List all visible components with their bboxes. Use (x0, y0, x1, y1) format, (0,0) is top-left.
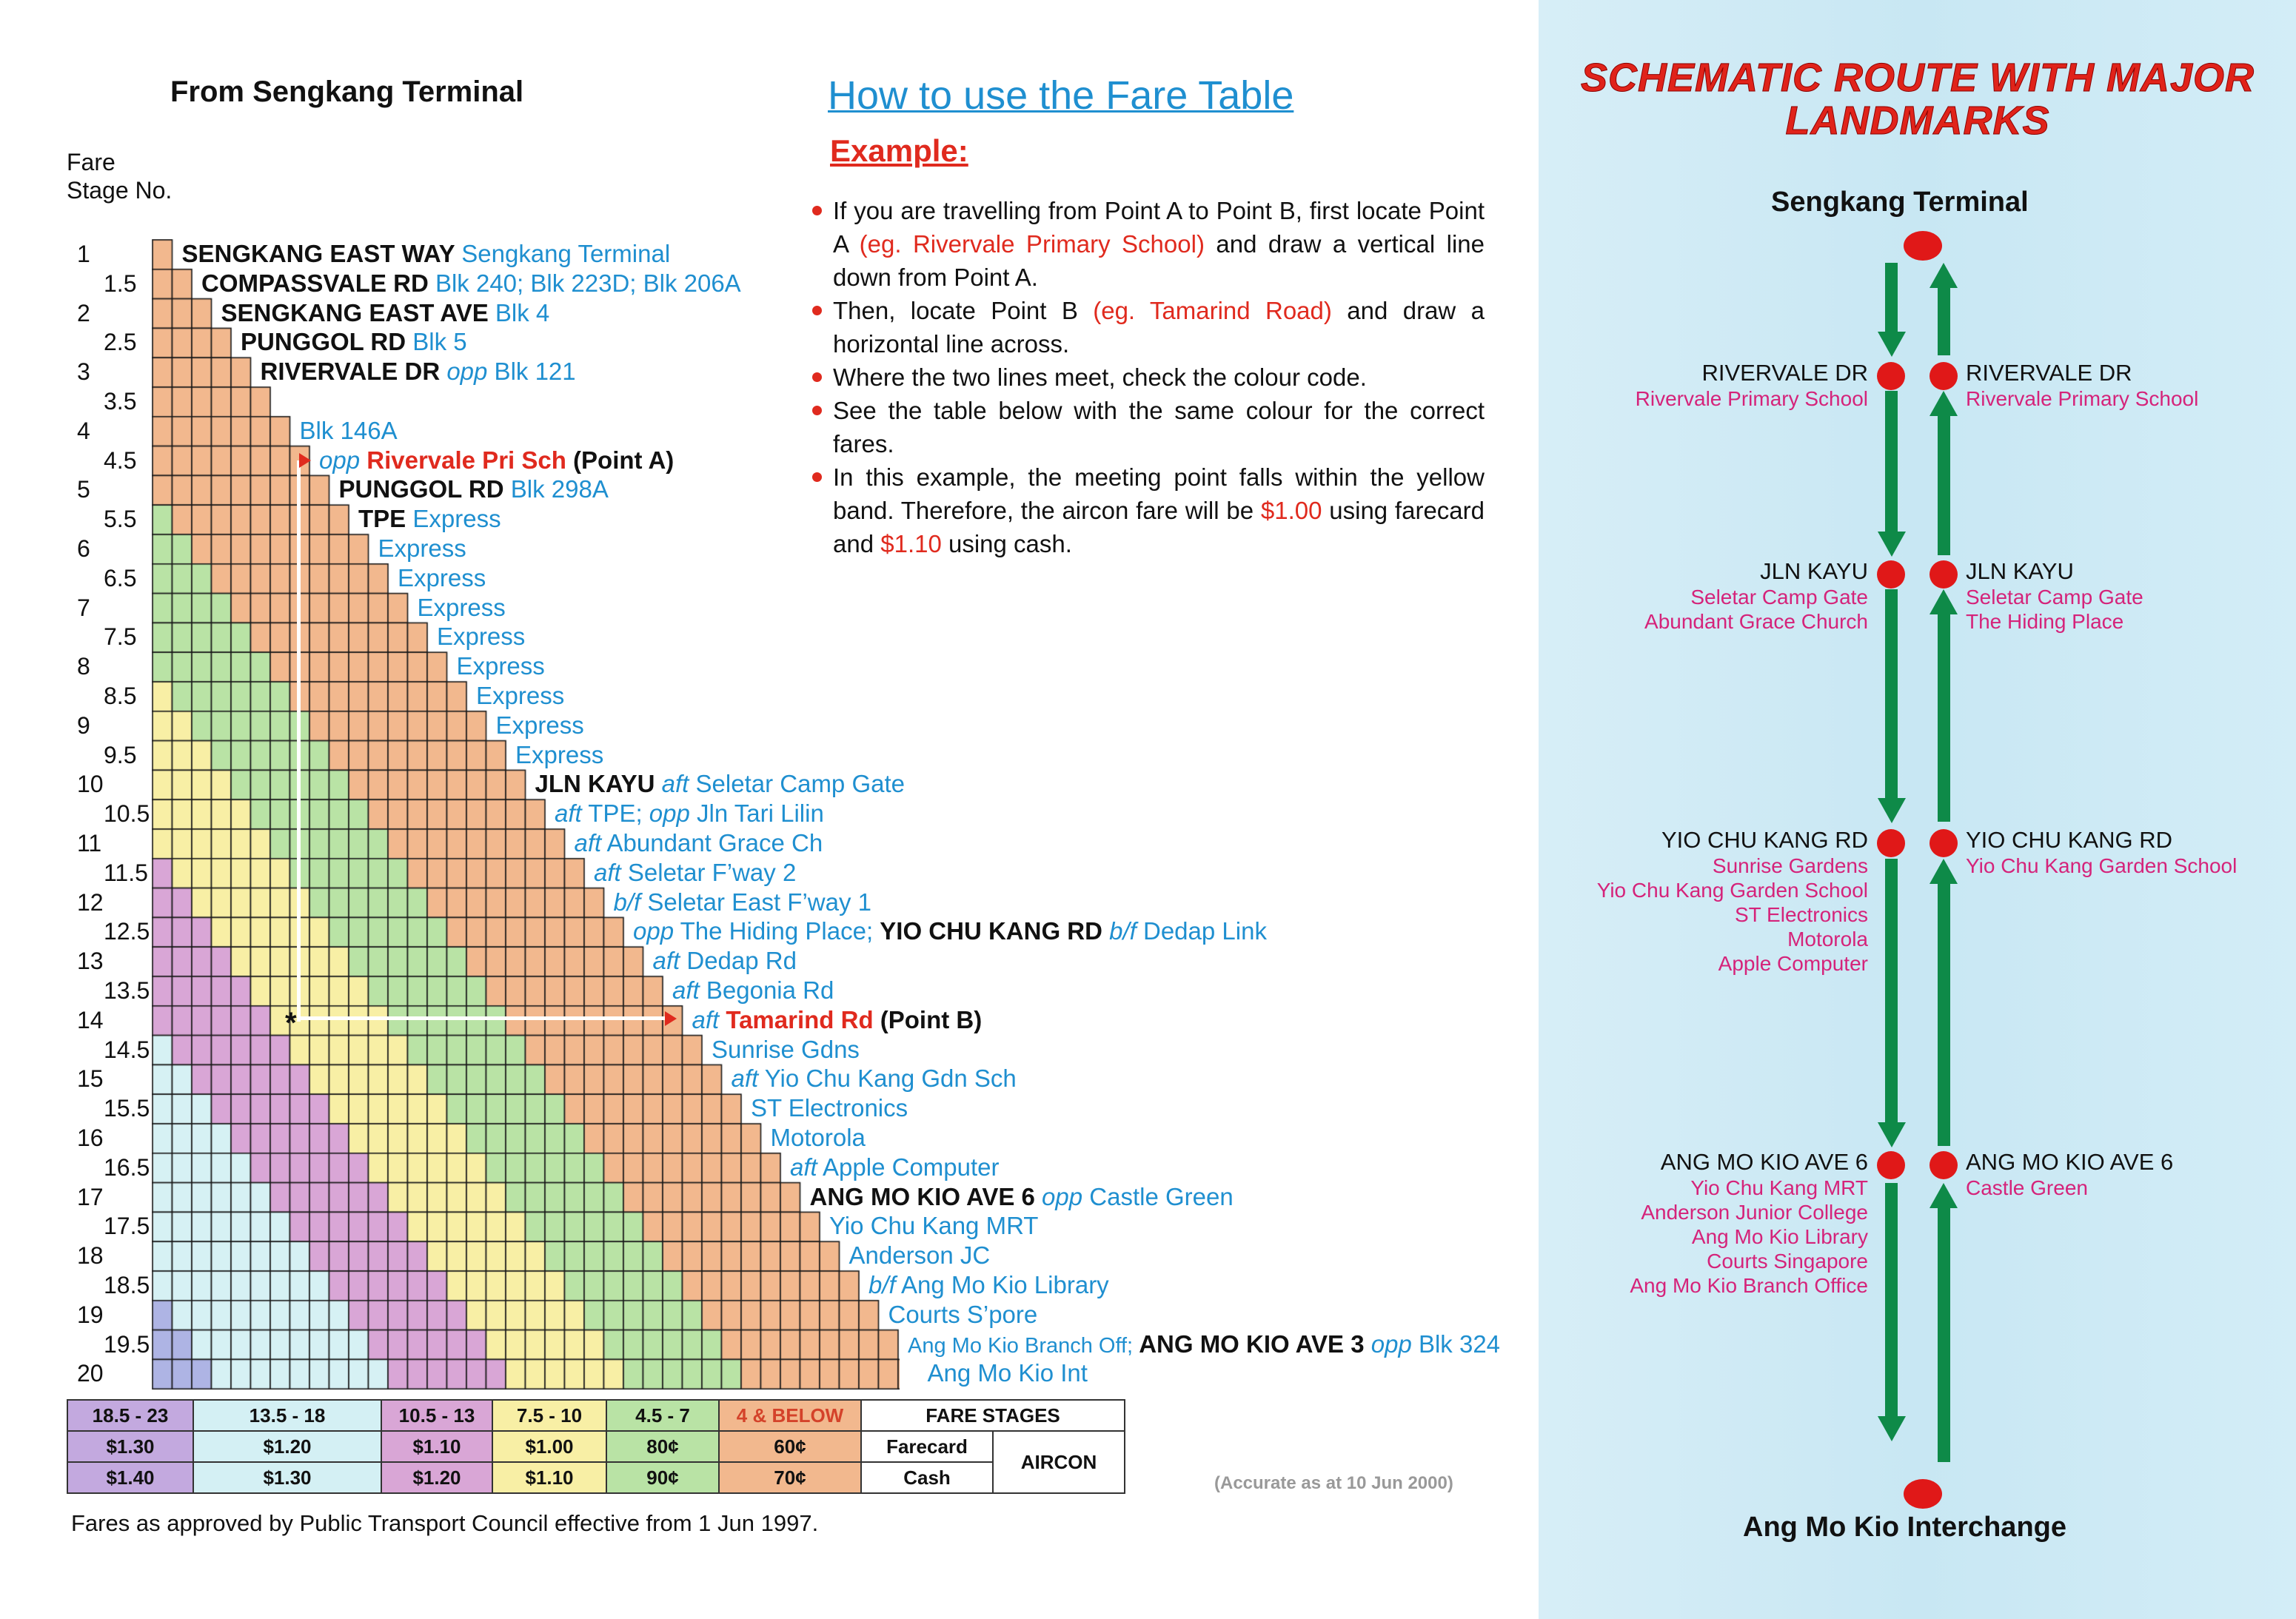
farecard-fare: $1.10 (381, 1431, 492, 1462)
point-a-marker-icon (299, 453, 311, 468)
stop-name: ANG MO KIO AVE 6 (1966, 1149, 2174, 1175)
stop-label-part: Express (417, 593, 506, 621)
stage-number: 14 (77, 1006, 104, 1033)
stop-label-part: opp (319, 446, 367, 474)
cash-fare: $1.40 (67, 1462, 193, 1493)
stop-label (555, 799, 824, 828)
stage-number: 4 (77, 417, 90, 444)
stop-dot-down (1877, 560, 1905, 589)
stop-label-part: Seletar Camp Gate (689, 770, 905, 798)
stop-label (810, 1182, 1234, 1212)
stop-label-outbound (1636, 360, 1868, 411)
point-b-guide-line (297, 1016, 669, 1020)
howto-bullet-part: (eg. Rivervale Primary School) (859, 230, 1205, 258)
up-arrow-icon (1929, 263, 1958, 288)
stop-name: ANG MO KIO AVE 6 (1660, 1149, 1868, 1175)
howto-bullet-part: In this example, the meeting point falls within the yellow band. Therefore, the aircon fare will be (833, 463, 1485, 524)
stop-landmark: Rivervale Primary School (1966, 387, 2199, 410)
stop-name: YIO CHU KANG RD (1661, 827, 1868, 853)
down-route-line (1885, 1183, 1898, 1418)
howto-bullet-part: $1.00 (1260, 497, 1322, 524)
down-arrow-icon (1878, 532, 1906, 557)
stop-name: JLN KAYU (1760, 558, 1868, 584)
stop-label-part: COMPASSVALE RD (201, 269, 435, 297)
stop-label (496, 711, 584, 740)
up-route-line (1938, 611, 1950, 822)
stop-dot-up (1929, 362, 1958, 390)
stop-landmark: Motorola (1787, 928, 1868, 951)
stop-landmark: Seletar Camp Gate (1966, 586, 2143, 609)
stop-landmark: Anderson Junior College (1641, 1201, 1868, 1224)
stop-name: JLN KAYU (1966, 558, 2074, 584)
stop-label-part: opp (446, 358, 488, 386)
stop-label-part: Express (495, 711, 584, 739)
point-b-marker-icon (665, 1011, 677, 1026)
stop-label-part: aft (594, 858, 621, 886)
stage-number: 19 (77, 1301, 104, 1328)
stop-label-part: Express (456, 652, 545, 680)
stop-label (732, 1064, 1017, 1093)
stop-label (398, 563, 486, 593)
stop-label-part: SENGKANG EAST AVE (221, 298, 495, 326)
howto-bullet-part: (eg. Tamarind Road) (1093, 297, 1332, 324)
up-route-line (1938, 413, 1950, 555)
stage-number: 18.5 (104, 1272, 150, 1298)
stage-number: 1 (77, 241, 90, 267)
howto-bullet-part: using cash. (941, 530, 1072, 557)
cash-fare: $1.30 (193, 1462, 381, 1493)
stop-label-part: Seletar East F’way 1 (640, 888, 871, 916)
fare-stages-header: FARE STAGES (861, 1400, 1125, 1431)
stop-label-part: aft (692, 1005, 726, 1033)
stage-number: 8 (77, 653, 90, 680)
accuracy-note: (Accurate as at 10 Jun 2000) (1214, 1473, 1453, 1493)
stop-label-part: opp (633, 917, 675, 945)
stage-number: 15 (77, 1065, 104, 1093)
stop-label-part: b/f (1109, 917, 1137, 945)
stage-number: 9 (77, 711, 90, 739)
stop-label-part: b/f (868, 1271, 896, 1298)
stop-label-part: Express (437, 623, 526, 651)
point-a-guide-line (297, 460, 301, 1022)
stage-number: 5.5 (104, 506, 137, 533)
down-arrow-icon (1878, 1416, 1906, 1441)
stop-landmark: Abundant Grace Church (1644, 610, 1868, 633)
stage-number: 2.5 (104, 329, 137, 356)
stop-name: YIO CHU KANG RD (1966, 827, 2173, 853)
fare-stage-label-line2: Stage No. (67, 177, 173, 204)
stop-label-part: Motorola (770, 1124, 866, 1151)
stop-landmark: Rivervale Primary School (1635, 387, 1868, 410)
example-heading: Example: (830, 133, 968, 168)
stop-label-part: Yio Chu Kang MRT (829, 1212, 1039, 1240)
up-arrow-icon (1929, 589, 1958, 614)
terminal-dot-start (1904, 231, 1942, 261)
stop-label (241, 327, 467, 357)
howto-bullet (833, 194, 1485, 294)
up-route-line (1938, 881, 1950, 1146)
stop-label-part: Abundant Grace Ch (601, 829, 823, 857)
stop-landmark: Yio Chu Kang Garden School (1966, 854, 2238, 877)
stop-label-part: Blk 146A (299, 416, 398, 444)
down-arrow-icon (1878, 1122, 1906, 1147)
stop-dot-down (1877, 362, 1905, 390)
stop-label (358, 504, 501, 534)
stop-label-part: Blk 324 (1411, 1330, 1501, 1358)
fare-legend-table (67, 1399, 1125, 1494)
farecard-fare: 60¢ (719, 1431, 861, 1462)
stop-label (829, 1211, 1038, 1241)
cash-fare: 90¢ (606, 1462, 719, 1493)
fare-stage-label (67, 148, 172, 204)
down-route-line (1885, 263, 1898, 333)
down-arrow-icon (1878, 332, 1906, 357)
aircon-label: AIRCON (993, 1431, 1125, 1493)
stage-number: 7 (77, 594, 90, 621)
stop-landmark: Ang Mo Kio Branch Office (1630, 1274, 1868, 1297)
stop-label-part: Blk 4 (495, 298, 550, 326)
stop-label-part: Ang Mo Kio Int (927, 1359, 1088, 1387)
stop-label-part: Jln Tari Lilin (689, 800, 824, 828)
stop-dot-up (1929, 1151, 1958, 1179)
stop-landmark: Yio Chu Kang Garden School (1596, 879, 1868, 902)
stop-label-part: PUNGGOL RD (241, 328, 413, 356)
stop-label-outbound (1630, 1149, 1868, 1298)
stop-label-part: TPE; (581, 800, 649, 828)
farecard-fare: 80¢ (606, 1431, 719, 1462)
stage-number: 7.5 (104, 623, 137, 651)
stop-dot-up (1929, 829, 1958, 857)
stop-label-part: Ang Mo Kio Branch Off; (908, 1333, 1139, 1358)
stop-label (261, 357, 576, 386)
stage-number: 19.5 (104, 1330, 150, 1358)
stop-label-part: aft (661, 770, 689, 798)
stop-label-part: RIVERVALE DR (260, 358, 447, 386)
stop-label-part: aft (731, 1065, 759, 1093)
stop-label-part: aft (555, 800, 582, 828)
stop-label (515, 740, 603, 770)
stop-label-part: Begonia Rd (699, 976, 834, 1004)
schematic-title (1577, 56, 2258, 142)
stop-label (201, 269, 741, 298)
stop-label (575, 828, 823, 858)
stop-label-part: Seletar F’way 2 (620, 858, 797, 886)
stop-label-part: TPE (358, 505, 413, 533)
howto-bullet-part: Then, locate Point B (833, 297, 1094, 324)
stage-number: 11 (77, 830, 102, 857)
stop-label (594, 858, 796, 888)
up-arrow-icon (1929, 859, 1958, 884)
stage-number: 3 (77, 358, 90, 386)
stop-label-part: opp (1042, 1182, 1083, 1210)
stop-label-inbound (1966, 827, 2237, 878)
end-terminal-label: Ang Mo Kio Interchange (1743, 1512, 2066, 1543)
stop-dot-down (1877, 829, 1905, 857)
howto-bullet-part: and draw a horizontal line across. (833, 297, 1485, 358)
stop-landmark: Courts Singapore (1707, 1250, 1868, 1273)
stop-label-part: aft (652, 947, 680, 975)
stop-label (672, 976, 834, 1005)
down-route-line (1885, 391, 1898, 533)
stop-label-part: Dedap Rd (680, 947, 797, 975)
stop-label (418, 593, 506, 623)
stop-label-part: SENGKANG EAST WAY (181, 240, 462, 267)
band-cell: 18.5 - 23 (67, 1400, 193, 1431)
stop-landmark: Sunrise Gardens (1712, 854, 1868, 877)
stage-number: 17 (77, 1183, 104, 1210)
stop-label-part: Express (476, 682, 565, 709)
stage-number: 5 (77, 476, 90, 503)
stop-label (692, 1005, 983, 1035)
stop-label (339, 475, 609, 504)
cash-fare: $1.10 (492, 1462, 606, 1493)
stop-label (182, 239, 671, 269)
howto-bullet-part: $1.10 (880, 530, 942, 557)
stop-label (319, 446, 674, 475)
stop-label (712, 1035, 860, 1065)
howto-bullet-part: Where the two lines meet, check the colour code. (833, 363, 1367, 391)
stop-landmark: Ang Mo Kio Library (1691, 1225, 1868, 1248)
stop-label-part: Castle Green (1082, 1182, 1234, 1210)
fare-band-row (67, 1400, 1125, 1431)
stage-number: 4.5 (104, 446, 137, 474)
stop-label-part: The Hiding Place; (674, 917, 880, 945)
band-cell: 10.5 - 13 (381, 1400, 492, 1431)
meeting-point-asterisk: * (285, 1007, 297, 1039)
stage-number: 1.5 (104, 269, 137, 297)
howto-bullet (833, 394, 1485, 460)
howto-title: How to use the Fare Table (828, 73, 1294, 118)
footer-note: Fares as approved by Public Transport Council effective from 1 Jun 1997. (71, 1510, 819, 1536)
up-arrow-icon (1929, 391, 1958, 416)
stop-label-inbound (1966, 360, 2198, 411)
stop-label (888, 1300, 1038, 1330)
cash-fare: 70¢ (719, 1462, 861, 1493)
farecard-fare: $1.20 (193, 1431, 381, 1462)
stage-number: 15.5 (104, 1095, 150, 1122)
stop-label-part: (Point A) (566, 446, 675, 474)
stop-landmark: Seletar Camp Gate (1690, 586, 1868, 609)
stage-number: 18 (77, 1242, 104, 1270)
stop-label-part: PUNGGOL RD (338, 475, 511, 503)
howto-bullet (833, 294, 1485, 361)
stop-label-inbound (1966, 558, 2143, 634)
howto-bullet-part: See the table below with the same colour for the correct fares. (833, 397, 1485, 457)
stop-label-part: aft (672, 976, 700, 1004)
stop-label-part: opp (649, 800, 690, 828)
stop-label-part: Blk 298A (510, 475, 609, 503)
stop-landmark: Apple Computer (1718, 952, 1868, 975)
stop-label (633, 916, 1267, 946)
stage-number: 13.5 (104, 977, 150, 1004)
stop-label-part: Apple Computer (817, 1153, 1000, 1181)
stop-dot-up (1929, 560, 1958, 589)
stop-label-outbound (1644, 558, 1868, 634)
stage-number: 12 (77, 888, 104, 916)
stop-name: RIVERVALE DR (1701, 360, 1868, 386)
stop-name: RIVERVALE DR (1966, 360, 2132, 386)
stop-landmark: The Hiding Place (1966, 610, 2124, 633)
panel-header: From Sengkang Terminal (170, 76, 524, 108)
stage-number: 10.5 (104, 800, 150, 828)
stop-label-outbound (1597, 827, 1868, 976)
down-route-line (1885, 589, 1898, 800)
stop-label-part: Courts S’pore (888, 1300, 1038, 1328)
up-route-line (1938, 285, 1950, 355)
stop-label-part: Express (412, 505, 501, 533)
stage-number: 20 (77, 1360, 104, 1387)
stage-number: 6.5 (104, 564, 137, 591)
stop-label (300, 416, 398, 446)
stop-label-part: JLN KAYU (535, 770, 662, 798)
stage-number: 12.5 (104, 918, 150, 945)
down-arrow-icon (1878, 798, 1906, 823)
up-arrow-icon (1929, 1183, 1958, 1208)
stop-label (868, 1270, 1109, 1300)
stop-label (653, 946, 797, 976)
stop-label-part: Sunrise Gdns (712, 1035, 860, 1063)
stop-label (790, 1153, 1000, 1182)
stop-label-part: Sengkang Terminal (461, 240, 671, 267)
stop-label (614, 888, 872, 917)
howto-bullet (833, 460, 1485, 560)
howto-bullet-part: If you are travelling from Point A to Point B, first locate Point A (833, 197, 1485, 258)
stop-landmark: Yio Chu Kang MRT (1690, 1176, 1868, 1199)
stop-label-part: opp (1370, 1330, 1412, 1358)
stop-label-part: Rivervale Pri Sch (367, 446, 566, 474)
stop-landmark: Castle Green (1966, 1176, 2088, 1199)
stop-label (457, 651, 545, 681)
stop-label (378, 534, 466, 563)
stage-number: 10 (77, 771, 104, 798)
stage-number: 8.5 (104, 683, 137, 709)
band-cell: 7.5 - 10 (492, 1400, 606, 1431)
band-cell: 13.5 - 18 (193, 1400, 381, 1431)
stop-dot-down (1877, 1151, 1905, 1179)
band-cell: 4.5 - 7 (606, 1400, 719, 1431)
stop-label-part: Dedap Link (1136, 917, 1267, 945)
stop-label-part: Blk 5 (412, 328, 467, 356)
schematic-title-line1: SCHEMATIC ROUTE WITH MAJOR (1581, 56, 2255, 100)
stop-landmark: ST Electronics (1735, 903, 1868, 926)
stage-number: 2 (77, 299, 90, 326)
terminal-dot-end (1904, 1479, 1942, 1509)
stop-label-part: YIO CHU KANG RD (880, 917, 1110, 945)
stage-number: 16 (77, 1124, 104, 1151)
stage-number: 16.5 (104, 1153, 150, 1181)
fare-stage-label-line1: Fare (67, 149, 116, 175)
farecard-label: Farecard (861, 1431, 993, 1462)
stop-label-part: aft (574, 829, 602, 857)
stop-label-part: Express (378, 534, 466, 562)
stage-number: 9.5 (104, 741, 137, 768)
stop-label-part: Yio Chu Kang Gdn Sch (758, 1065, 1017, 1093)
stop-label-part: Express (515, 740, 604, 768)
stop-label-part: (Point B) (873, 1005, 983, 1033)
stage-number: 11.5 (104, 859, 148, 886)
cash-label: Cash (861, 1462, 993, 1493)
stop-label-part: ST Electronics (751, 1094, 908, 1122)
farecard-row (67, 1431, 1125, 1462)
stage-number: 17.5 (104, 1213, 150, 1240)
stage-number: 14.5 (104, 1036, 150, 1063)
stop-label (771, 1123, 866, 1153)
howto-bullet-part: and draw a vertical line down from Point A. (833, 230, 1485, 291)
stage-number: 3.5 (104, 388, 137, 415)
stop-label (751, 1093, 908, 1123)
stop-label (437, 622, 525, 651)
stop-label-part: Blk 240; Blk 223D; Blk 206A (435, 269, 741, 297)
stop-label (928, 1358, 1088, 1388)
stop-label-part: ANG MO KIO AVE 6 (809, 1182, 1042, 1210)
stop-label-part: aft (790, 1153, 817, 1181)
stop-label-part: Anderson JC (849, 1241, 991, 1270)
farecard-fare: $1.00 (492, 1431, 606, 1462)
up-route-line (1938, 1205, 1950, 1462)
farecard-fare: $1.30 (67, 1431, 193, 1462)
stop-label-part: Blk 121 (487, 358, 576, 386)
start-terminal-label: Sengkang Terminal (1771, 187, 2029, 218)
stop-label-part: b/f (613, 888, 641, 916)
stop-label (908, 1330, 1500, 1361)
stop-label (849, 1241, 991, 1270)
stop-label-part: Ang Mo Kio Library (895, 1271, 1109, 1298)
stop-label-inbound (1966, 1149, 2173, 1200)
stop-label-part: ANG MO KIO AVE 3 (1139, 1330, 1371, 1358)
cash-fare: $1.20 (381, 1462, 492, 1493)
stage-number: 13 (77, 948, 104, 975)
stop-label-part: Tamarind Rd (726, 1005, 874, 1033)
stop-label (535, 769, 906, 799)
cash-row (67, 1462, 1125, 1493)
stop-label-part: Express (398, 563, 486, 591)
stage-number: 6 (77, 535, 90, 562)
howto-bullet (833, 361, 1485, 394)
band-cell: 4 & BELOW (719, 1400, 861, 1431)
stop-label (476, 681, 564, 711)
down-route-line (1885, 859, 1898, 1124)
stop-label (221, 298, 550, 328)
schematic-title-line2: LANDMARKS (1785, 98, 2050, 143)
howto-bullet-part: using farecard and (833, 497, 1485, 557)
